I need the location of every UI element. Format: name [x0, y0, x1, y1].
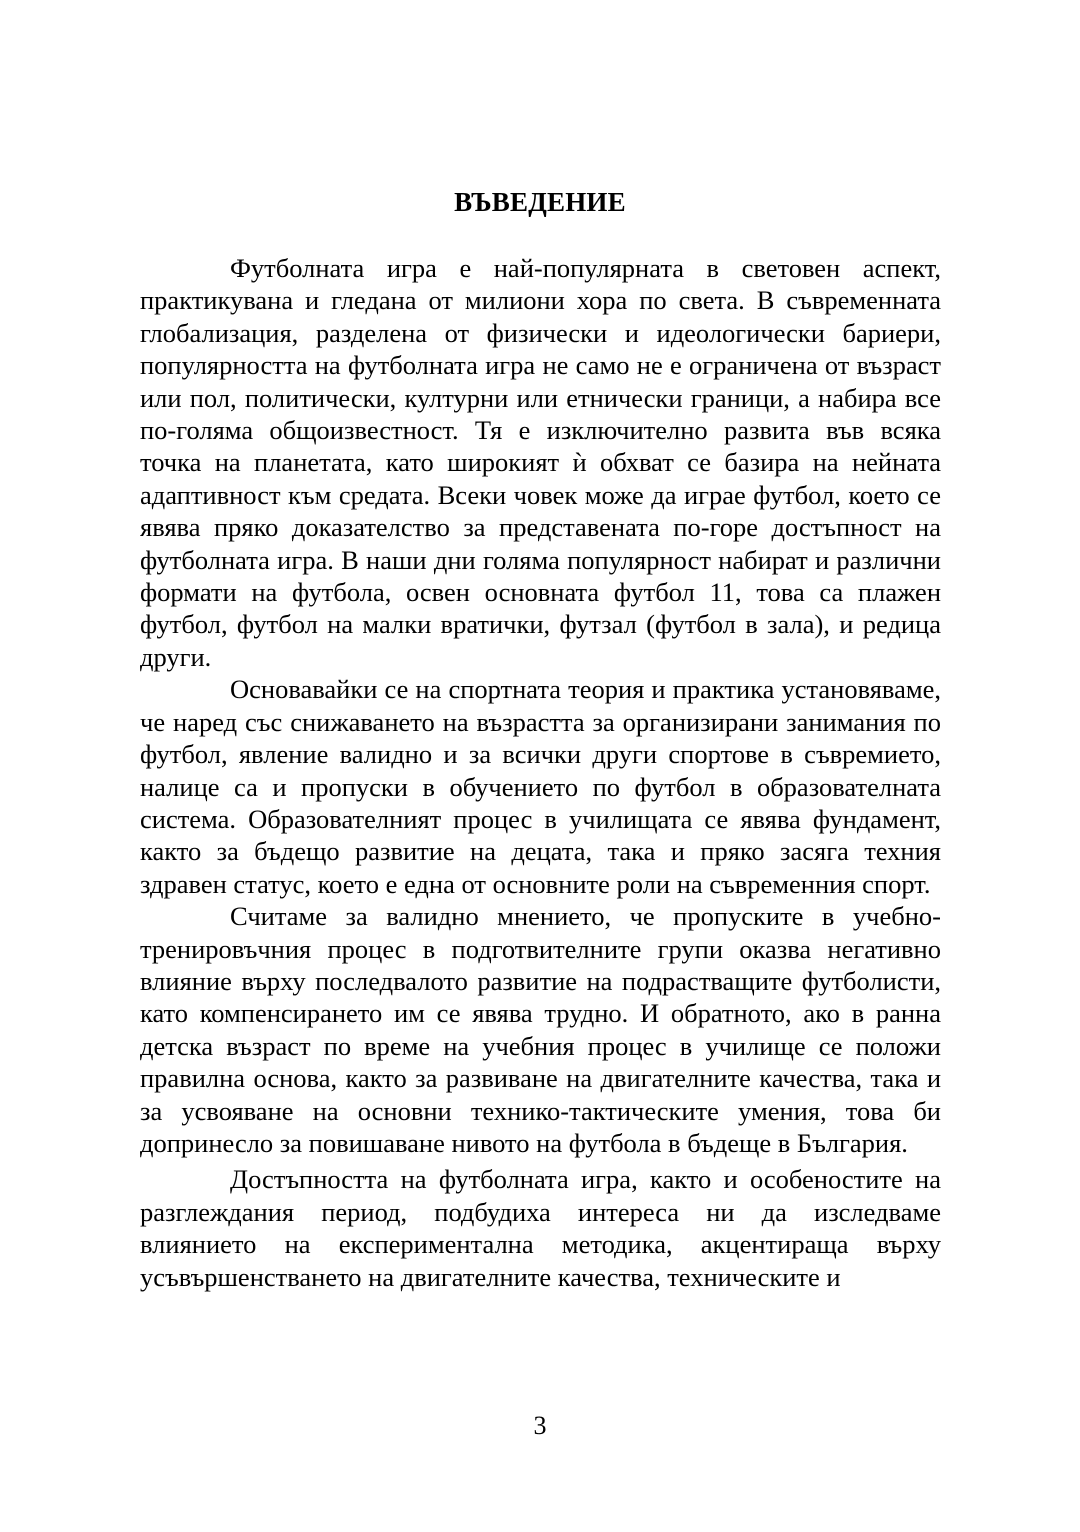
page-number: 3 — [533, 1411, 547, 1440]
paragraph-2: Основавайки се на спортната теория и практика установяваме, че наред със снижаването на възрастта за организирани занимания по футбол, явление валидно и за всички други спортове в съвремието, налице са и пропуски в обучението по футбол в образователната система. Образователният процес в училищата се явява фундамент, както за бъдещо развитие на децата, така и пряко засяга техния здравен статус, което е една от основните роли на съвременния спорт. — [140, 674, 941, 899]
paragraph-4: Достъпността на футболната игра, както и особеностите на разглеждания период, подбудиха интереса ни да изследваме влиянието на експериментална методика, акцентираща върху усъвършенстването на двигателните качества, техническите и — [140, 1164, 941, 1292]
page-title: ВЪВЕДЕНИЕ — [454, 187, 626, 217]
body-text — [140, 252, 941, 1293]
paragraph-1: Футболната игра е най-популярната в световен аспект, практикувана и гледана от милиони хора по света. В съвременната глобализация, разделена от физически и идеологически бариери, популярността на футболната игра не само не е ограничена от възраст или пол, политически, културни или етнически граници, а набира все по-голяма общоизвестност. Тя е изключително развита във всяка точка на планетата, като широкият ѝ обхват се базира на нейната адаптивност към средата. Всеки човек може да играе футбол, което се явява пряко доказателство за представената по-горе достъпност на футболната игра. В наши дни голяма популярност набират и различни формати на футбола, освен основната футбол 11, това са плажен футбол, футбол на малки вратички, футзал (футбол в зала), и редица други. — [140, 253, 941, 672]
paragraph-3: Считаме за валидно мнението, че пропуските в учебно-тренировъчния процес в подготвителните групи оказва негативно влияние върху последвалото развитие на подрастващите футболисти, като компенсирането им се явява трудно. И обратното, ако в ранна детска възраст по време на учебния процес в училище се положи правилна основа, както за развиване на двигателните качества, така и за усвояване на основни технико-тактическите умения, това би допринесло за повишаване нивото на футбола в бъдеще в България. — [140, 901, 941, 1158]
